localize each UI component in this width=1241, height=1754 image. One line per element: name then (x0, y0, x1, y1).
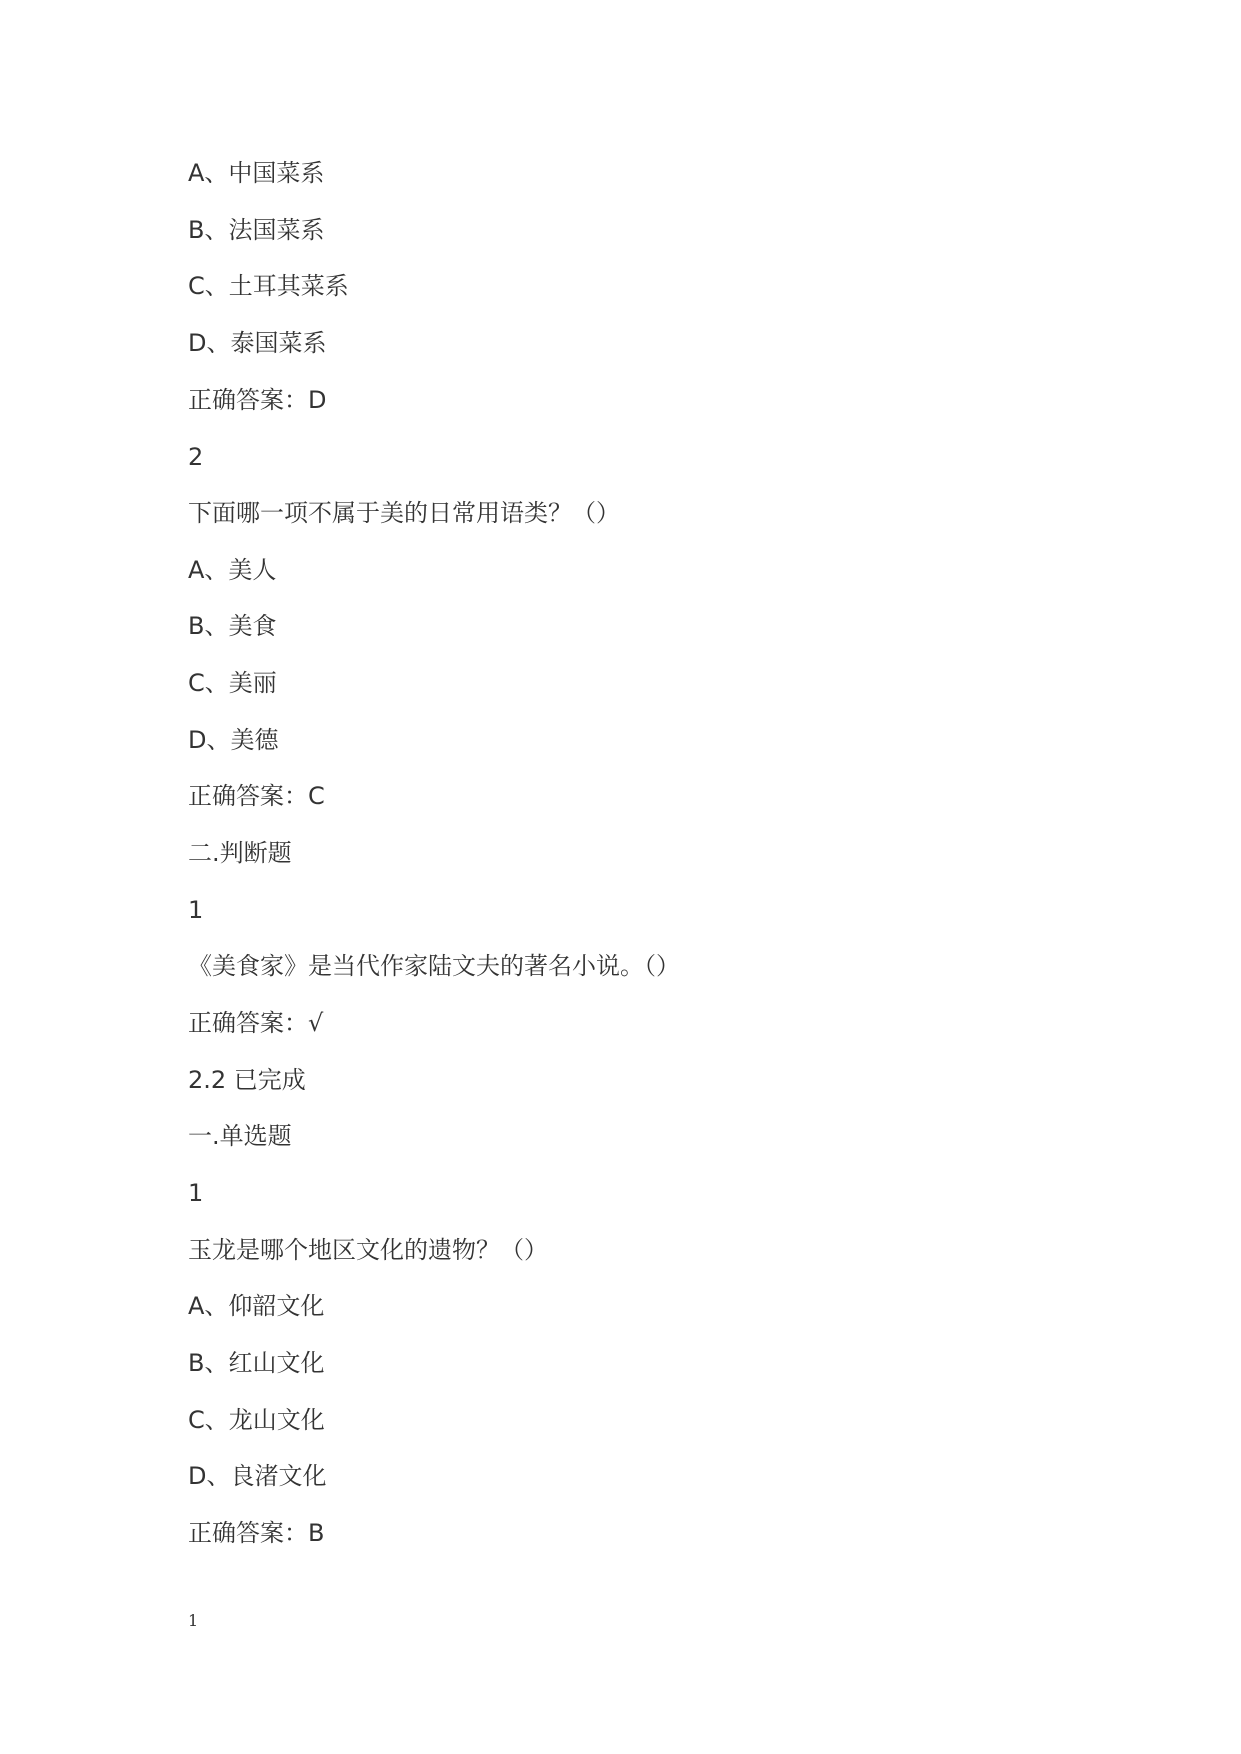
option-c: C、美丽 (188, 669, 277, 697)
option-a: A、中国菜系 (188, 159, 325, 187)
section-heading: 一.单选题 (188, 1122, 292, 1150)
correct-answer: 正确答案：√ (188, 1009, 324, 1037)
question-text: 玉龙是哪个地区文化的遗物？（） (188, 1236, 548, 1264)
question-number: 2 (188, 443, 204, 471)
correct-answer: 正确答案：D (188, 386, 327, 414)
question-text: 下面哪一项不属于美的日常用语类？（） (188, 499, 620, 527)
option-d: D、美德 (188, 726, 279, 754)
correct-answer: 正确答案：C (188, 782, 325, 810)
section-heading: 二.判断题 (188, 839, 292, 867)
option-c: C、土耳其菜系 (188, 272, 349, 300)
option-c: C、龙山文化 (188, 1406, 325, 1434)
chapter-status: 2.2 已完成 (188, 1066, 306, 1094)
question-text: 《美食家》是当代作家陆文夫的著名小说。（） (188, 952, 680, 980)
option-d: D、泰国菜系 (188, 329, 327, 357)
page-number: 1 (188, 1611, 199, 1630)
question-number: 1 (188, 896, 204, 924)
option-a: A、仰韶文化 (188, 1292, 325, 1320)
option-b: B、法国菜系 (188, 216, 325, 244)
option-b: B、美食 (188, 612, 277, 640)
option-b: B、红山文化 (188, 1349, 325, 1377)
question-number: 1 (188, 1179, 204, 1207)
option-d: D、良渚文化 (188, 1462, 327, 1490)
option-a: A、美人 (188, 556, 277, 584)
correct-answer: 正确答案：B (188, 1519, 325, 1547)
